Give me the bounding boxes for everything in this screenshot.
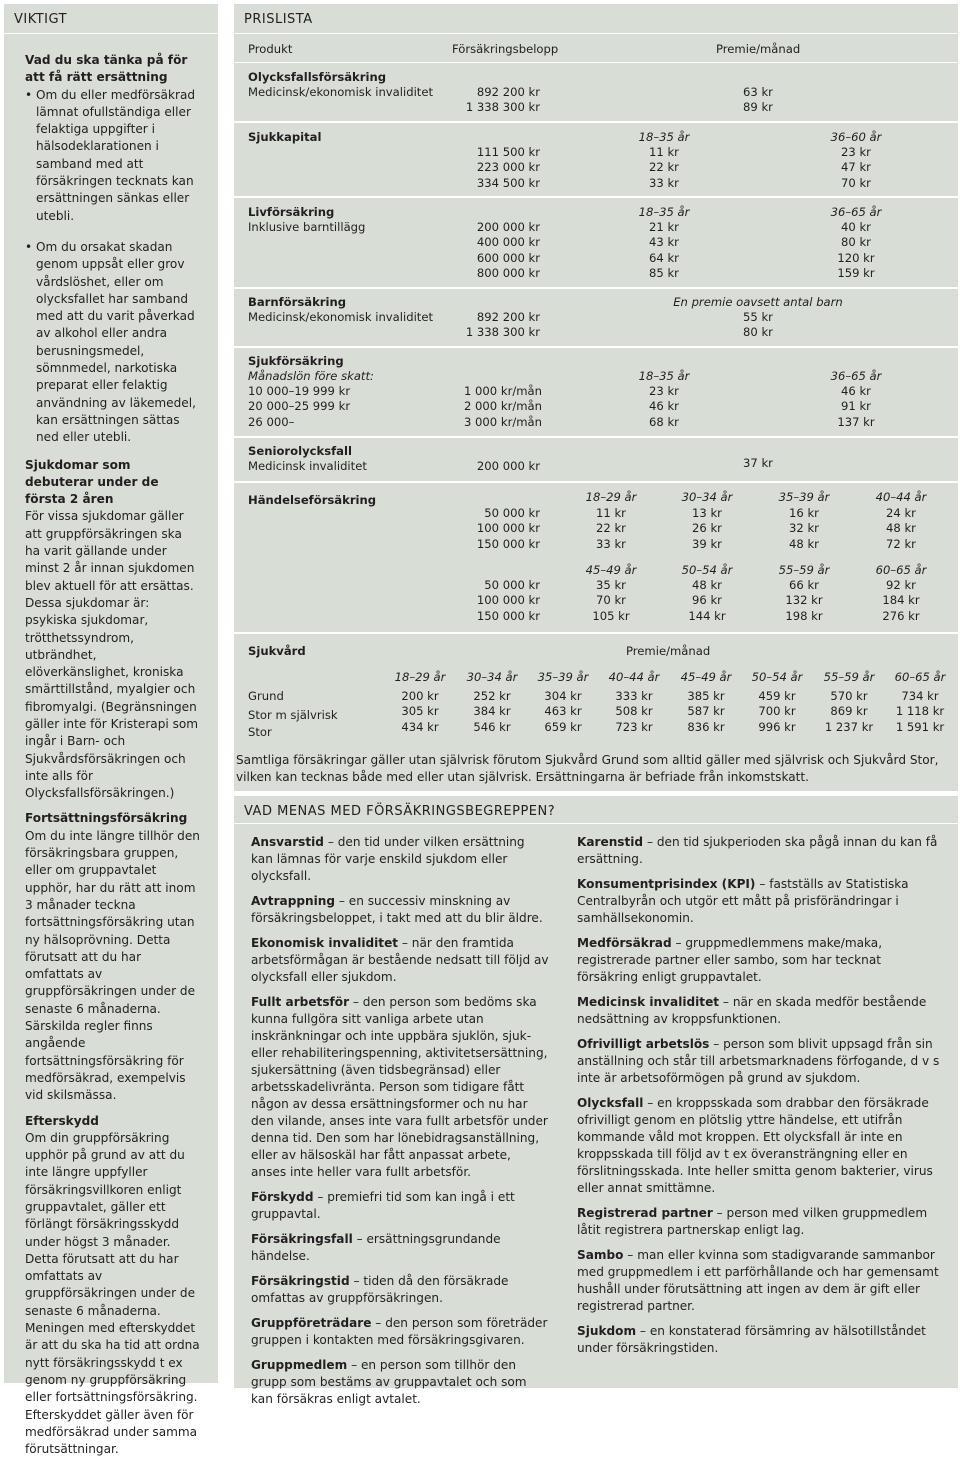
sjukvard-name: Sjukvård [248,644,306,658]
prislista-panel [234,4,958,791]
definition-term: Avtrappning [251,894,336,908]
sjukforsakring-age: 18–35 år [638,369,690,383]
handelse-age: 50–54 år [681,563,733,577]
barn-note: En premie oavsett antal barn [673,295,843,309]
viktigt-body [25,52,200,1458]
handelse-amount: 100 000 kr [476,521,540,536]
sjukvard-premium: 546 kr [473,719,511,734]
definition-text: – en kroppsskada som drabbar den försäkrade ofrivilligt genom en plötslig yttre händelse, ett utifrån kommande våld mot kroppen. Ett olycksfall är inte en kroppsskada till följd av t ex överansträngning eller en förslitningsskada. Inte heller smitta genom bakterier, virus eller annat smittämne. [577,1096,933,1195]
handelse-premium: 13 kr [692,506,722,520]
definition-text: – en konstaterad försämring av hälsotillståndet under försäkringstiden. [577,1324,926,1355]
sjukvard-premium: 463 kr [544,704,582,719]
definition-item [577,1036,942,1087]
liv-name: Livförsäkring [248,205,335,219]
definition-term: Gruppmedlem [251,1358,348,1372]
col-forsakringsbelopp: Försäkringsbelopp [452,42,559,56]
liv-amount: 400 000 kr [476,235,540,250]
definition-text: – gruppmedlemmens make/maka, registrerade partner eller sambo, som har tecknat försäkring enligt gruppavtalet. [577,936,883,984]
sjukforsakring-amount: 3 000 kr/mån [463,414,542,429]
sjukkapital-premium: 47 kr [841,160,871,175]
barn-premium: 55 kr [743,310,773,324]
viktigt-header: VIKTIGT [4,4,218,34]
handelse-age: 35–39 år [778,490,830,504]
definition-item [577,1323,942,1357]
handelse-name: Händelseförsäkring [248,493,377,507]
sjukvard-premium: 200 kr [401,689,439,703]
handelse-age: 60–65 år [875,563,927,577]
sjukvard-premium: 385 kr [687,689,725,703]
definition-text: – den person som företräder gruppen i kontakten med försäkringsgivaren. [251,1316,548,1347]
liv-amount: 800 000 kr [476,265,540,280]
sjukvard-premium: 434 kr [401,719,439,734]
viktigt-text-sjukdomar: För vissa sjukdomar gäller att gruppförsäkringen ska ha varit gällande under minst 2 år innan sjukdomen blev aktuell för att ersättas. Dessa sjukdomar är: psykiska sjukdomar, trötthetssyndrom, utbrändhet, elöverkänslighet, kroniska smärttillstånd, myalgier och fibromyalgi. (Begränsningen gäller inte för Kristerapi som ingår i Barn- och Sjukvårdsförsäkringen och inte alls för Olycksfallsförsäkringen.) [25,509,199,801]
definition-item [577,834,942,868]
prislista-note: Samtliga försäkringar gäller utan självrisk förutom Sjukvård Grund som alltid gäller med självrisk och Sjukvård Stor, vilken kan tecknas både med eller utan självrisk. Ersättningarna är befriade från inkomstskatt. [236,753,939,784]
barn-sub: Medicinsk/ekonomisk invaliditet [248,310,434,324]
definition-term: Ofrivilligt arbetslös [577,1037,710,1051]
liv-premium: 80 kr [841,235,871,250]
olycksfall-amount: 1 338 300 kr [465,100,540,114]
definitions-panel [234,796,958,1406]
handelse-premium: 22 kr [596,521,626,536]
definition-term: Medförsäkrad [577,936,672,950]
olycksfall-amount: 892 200 kr [476,85,540,99]
separator [234,346,958,348]
definition-text: – den tid sjukperioden ska pågå innan du kan få ersättning. [577,835,938,866]
liv-sub: Inklusive barntillägg [248,220,366,234]
separator [234,196,958,198]
olycksfall-premium: 89 kr [743,100,773,114]
handelse-age: 55–59 år [778,563,830,577]
viktigt-title-sjukdomar: Sjukdomar som debuterar under de första 2 åren [25,457,159,507]
olycksfall-premium: 63 kr [743,85,773,99]
definition-text: – den tid under vilken ersättning kan lämnas för varje enskild sjukdom eller olycksfall. [251,835,525,883]
definition-item [251,1315,549,1349]
sjukkapital-premium: 70 kr [841,175,871,190]
definition-item [577,1205,942,1239]
viktigt-title-ratt-ersattning: Vad du ska tänka på för att få rätt ersättning [25,53,188,85]
barn-name: Barnförsäkring [248,295,347,309]
sjukkapital-amount: 111 500 kr [476,145,540,159]
definition-term: Försäkringstid [251,1274,350,1288]
handelse-amount: 50 000 kr [484,506,540,520]
sjukforsakring-amount: 1 000 kr/mån [463,384,542,398]
senior-name: Seniorolycksfall [248,444,352,458]
sjukkapital-age: 18–35 år [638,130,690,144]
sjukvard-premium: 587 kr [687,704,725,719]
sjukvard-age: 55–59 år [823,670,875,684]
sjukforsakring-premium: 91 kr [841,399,871,414]
sjukvard-premium: 1 591 kr [895,719,945,734]
sjukforsakring-name: Sjukförsäkring [248,354,344,368]
handelse-age: 18–29 år [585,490,637,504]
sjukvard-premium: 305 kr [401,704,439,719]
definition-term: Sambo [577,1248,624,1262]
sjukvard-premium-label: Premie/månad [626,644,711,658]
sjukkapital-amount: 223 000 kr [476,160,540,175]
handelse-premium: 198 kr [785,608,823,623]
sjukkapital-age: 36–60 år [830,130,882,144]
definition-text: – tiden då den försäkrade omfattas av gruppförsäkringen. [251,1274,509,1305]
liv-premium: 159 kr [837,265,875,280]
definition-term: Ansvarstid [251,835,324,849]
sjukvard-premium: 459 kr [758,689,796,703]
definition-term: Olycksfall [577,1096,644,1110]
handelse-age: 40–44 år [875,490,927,504]
senior-amount: 200 000 kr [476,459,540,473]
sjukvard-age: 18–29 år [394,670,446,684]
sjukkapital-premium: 33 kr [649,175,679,190]
sjukkapital-amount: 334 500 kr [476,175,540,190]
definitions-right-column [577,834,942,1365]
viktigt-text-fortsattning: Om du inte längre tillhör den försäkringsbara gruppen, eller om gruppavtalet upphör, har du rätt att inom 3 månader teckna fortsättningsförsäkring utan ny hälsoprövning. Detta förutsatt att du har omfattats av gruppförsäkringen under de senaste 6 månaderna. Särskilda regler finns angående fortsättningsförsäkring för medförsäkrad, exempelvis vid skilsmässa. [25,828,200,1103]
definition-term: Karenstid [577,835,644,849]
sjukvard-premium: 333 kr [615,689,653,703]
sjukvard-premium: 734 kr [901,689,939,703]
handelse-premium: 96 kr [692,593,722,608]
sjukforsakring-age: 36–65 år [830,369,882,383]
barn-amount: 1 338 300 kr [465,325,540,339]
barn-premium: 80 kr [743,325,773,339]
olycksfall-sub: Medicinsk/ekonomisk invaliditet [248,85,434,99]
definition-term: Fullt arbetsför [251,995,350,1009]
sjukvard-age: 45–49 år [680,670,732,684]
liv-premium: 85 kr [649,265,679,280]
separator [234,632,958,634]
viktigt-title-fortsattning: Fortsättningsförsäkring [25,811,188,826]
liv-age: 18–35 år [638,205,690,219]
handelse-premium: 132 kr [785,593,823,608]
liv-premium: 64 kr [649,250,679,265]
handelse-premium: 48 kr [789,536,819,551]
separator [234,436,958,438]
liv-age: 36–65 år [830,205,882,219]
sjukkapital-premium: 23 kr [841,145,871,159]
definition-item [577,1095,942,1197]
sjukvard-premium: 570 kr [830,689,868,703]
definition-item [251,893,549,927]
separator [234,287,958,289]
definition-term: Registrerad partner [577,1206,713,1220]
definition-term: Försäkringsfall [251,1232,353,1246]
sjukkapital-name: Sjukkapital [248,130,322,144]
viktigt-bullet-1: • Om du eller medförsäkrad lämnat ofullständiga eller felaktiga uppgifter i hälsodeklarationen i samband med att försäkringen tecknats kan ersättningen sänkas eller utebli. [25,87,196,223]
sjukforsakring-sub: Månadslön före skatt: [248,369,374,383]
viktigt-text-efterskydd: Om din gruppförsäkring upphör på grund av att du inte längre uppfyller försäkringsvillkoren enligt gruppavtalet, gäller ett förlängt försäkringsskydd under högst 3 månader. Detta förutsatt att du har omfattats av gruppförsäkringen under de senaste 6 månaderna. Meningen med efterskyddet är att du ska ha tid att ordna nytt försäkringsskydd t ex genom ny gruppförsäkring eller fortsättningsförsäkring. Efterskyddet gäller även för medförsäkrad under samma förutsättningar. [25,1130,200,1457]
definitions-left-column [251,834,549,1416]
liv-amount: 200 000 kr [476,220,540,234]
handelse-amount: 150 000 kr [476,536,540,551]
handelse-amount: 50 000 kr [484,578,540,592]
handelse-premium: 35 kr [596,578,626,592]
handelse-premium: 72 kr [886,536,916,551]
definition-item [251,1273,549,1307]
sjukkapital-premium: 11 kr [649,145,679,159]
separator [234,481,958,483]
sjukvard-premium: 700 kr [758,704,796,719]
handelse-premium: 92 kr [886,578,916,592]
sjukvard-age: 35–39 år [537,670,589,684]
sjukvard-premium: 869 kr [830,704,868,719]
handelse-premium: 70 kr [596,593,626,608]
handelse-premium: 39 kr [692,536,722,551]
definition-text: – man eller kvinna som stadigvarande sammanbor med gruppmedlem i ett parförhållande och har gemensamt hushåll under förutsättning att ingen av dem är gift eller registrerad partner. [577,1248,939,1313]
col-premie: Premie/månad [716,42,801,56]
sjukforsakring-amount: 2 000 kr/mån [463,399,542,414]
sjukvard-row-label: Stor [248,725,272,739]
definition-item [251,834,549,885]
sjukforsakring-salary: 20 000–25 999 kr [248,399,351,414]
definition-text: – person med vilken gruppmedlem låtit registrera partnerskap enligt lag. [577,1206,928,1237]
handelse-premium: 24 kr [886,506,916,520]
sjukvard-premium: 1 237 kr [824,719,874,734]
definition-item [251,994,549,1181]
liv-premium: 40 kr [841,220,871,234]
sjukvard-premium: 836 kr [687,719,725,734]
prislista-header: PRISLISTA [234,4,958,34]
olycksfall-name: Olycksfallsförsäkring [248,70,386,84]
definition-item [251,1357,549,1408]
sjukvard-premium: 723 kr [615,719,653,734]
definition-item [577,994,942,1028]
sjukvard-age: 30–34 år [466,670,518,684]
definition-term: Konsumentprisindex (KPI) [577,877,756,891]
handelse-premium: 48 kr [886,521,916,536]
definition-item [251,1231,549,1265]
definition-item [251,1189,549,1223]
definition-text: – fastställs av Statistiska Centralbyrån och utgör ett mått på prisförändringar i samhällsekonomin. [577,877,909,925]
senior-sub: Medicinsk invaliditet [248,459,367,473]
sjukforsakring-premium: 68 kr [649,414,679,429]
definition-text: – ersättningsgrundande händelse. [251,1232,501,1263]
definition-term: Ekonomisk invaliditet [251,936,399,950]
definition-term: Sjukdom [577,1324,637,1338]
sjukvard-age: 60–65 år [894,670,946,684]
sjukvard-premium: 659 kr [544,719,582,734]
definitions-header: VAD MENAS MED FÖRSÄKRINGSBEGREPPEN? [234,796,958,824]
sjukforsakring-premium: 137 kr [837,414,875,429]
col-produkt: Produkt [248,42,293,56]
sjukvard-age: 50–54 år [751,670,803,684]
liv-amount: 600 000 kr [476,250,540,265]
barn-amount: 892 200 kr [476,310,540,324]
sjukforsakring-salary: 26 000– [248,414,295,429]
liv-premium: 120 kr [837,250,875,265]
definition-item [251,935,549,986]
sjukvard-row-label: Stor m självrisk [248,708,338,722]
definition-text: – premiefri tid som kan ingå i ett gruppavtal. [251,1190,515,1221]
handelse-premium: 105 kr [592,608,630,623]
handelse-premium: 32 kr [789,521,819,536]
sjukforsakring-salary: 10 000–19 999 kr [248,384,351,398]
definition-text: – när den framtida arbetsförmågan är bestående nedsatt till följd av olycksfall eller sjukdom. [251,936,549,984]
definition-text: – person som blivit uppsagd från sin anställning och står till arbetsmarknadens förfogande, d v s inte är arbetsoförmögen på grund av sjukdom. [577,1037,940,1085]
sjukvard-premium: 252 kr [473,689,511,703]
sjukforsakring-premium: 46 kr [841,384,871,398]
handelse-age: 45–49 år [585,563,637,577]
definition-item [577,876,942,927]
handelse-premium: 11 kr [596,506,626,520]
liv-premium: 43 kr [649,235,679,250]
definition-item [577,935,942,986]
handelse-premium: 33 kr [596,536,626,551]
definition-term: Medicinsk invaliditet [577,995,720,1009]
sjukforsakring-premium: 46 kr [649,399,679,414]
separator [234,121,958,123]
handelse-amount: 100 000 kr [476,593,540,608]
handelse-premium: 66 kr [789,578,819,592]
sjukkapital-premium: 22 kr [649,160,679,175]
prislista-column-headers [234,34,958,63]
sjukvard-premium: 996 kr [758,719,796,734]
viktigt-panel [4,4,218,1457]
viktigt-title-efterskydd: Efterskydd [25,1113,99,1128]
definition-text: – när en skada medför bestående nedsättning av kroppsfunktionen. [577,995,927,1026]
sjukvard-row-label: Grund [248,689,284,703]
definition-text: – den person som bedöms ska kunna fullgöra sitt vanliga arbete utan inskränkningar och inte uppbära sjuklön, sjuk- eller rehabiliteringspenning, aktivitetsersättning, sjukersättning (även tidsbegränsad) eller arbetsskadelivränta. Person som tidigare fått någon av dessa ersättningsformer och nu har den vilande, anses inte vara fullt arbetsför under denna tid. Den som har lönebidragsanställning, eller av hälsoskäl har fått anpassat arbete, anses inte heller vara fullt arbetsför. [251,995,548,1179]
handelse-premium: 48 kr [692,578,722,592]
viktigt-bullet-2: • Om du orsakat skadan genom uppsåt eller grov vårdslöshet, eller om olycksfallet har samband med att du varit påverkad av alkohol eller andra berusningsmedel, sömnmedel, narkotiska preparat eller felaktig användning av läkemedel, kan ersättningen sättas ned eller utebli. [25,239,196,445]
definition-text: – en successiv minskning av försäkringsbeloppet, i takt med att du blir äldre. [251,894,543,925]
sjukvard-premium: 508 kr [615,704,653,719]
sjukvard-premium: 384 kr [473,704,511,719]
definition-term: Förskydd [251,1190,314,1204]
handelse-premium: 26 kr [692,521,722,536]
handelse-premium: 16 kr [789,506,819,520]
sjukforsakring-premium: 23 kr [649,384,679,398]
handelse-premium: 144 kr [688,608,726,623]
liv-premium: 21 kr [649,220,679,234]
handelse-amount: 150 000 kr [476,608,540,623]
senior-premium: 37 kr [743,456,773,470]
handelse-premium: 276 kr [882,608,920,623]
sjukvard-age: 40–44 år [608,670,660,684]
handelse-premium: 184 kr [882,593,920,608]
definition-item [577,1247,942,1315]
sjukvard-premium: 304 kr [544,689,582,703]
sjukvard-premium: 1 118 kr [895,704,945,719]
definition-term: Gruppföreträdare [251,1316,372,1330]
handelse-age: 30–34 år [681,490,733,504]
definition-text: – en person som tillhör den grupp som bestäms av gruppavtalet och som kan försäkras enligt avtalet. [251,1358,527,1406]
